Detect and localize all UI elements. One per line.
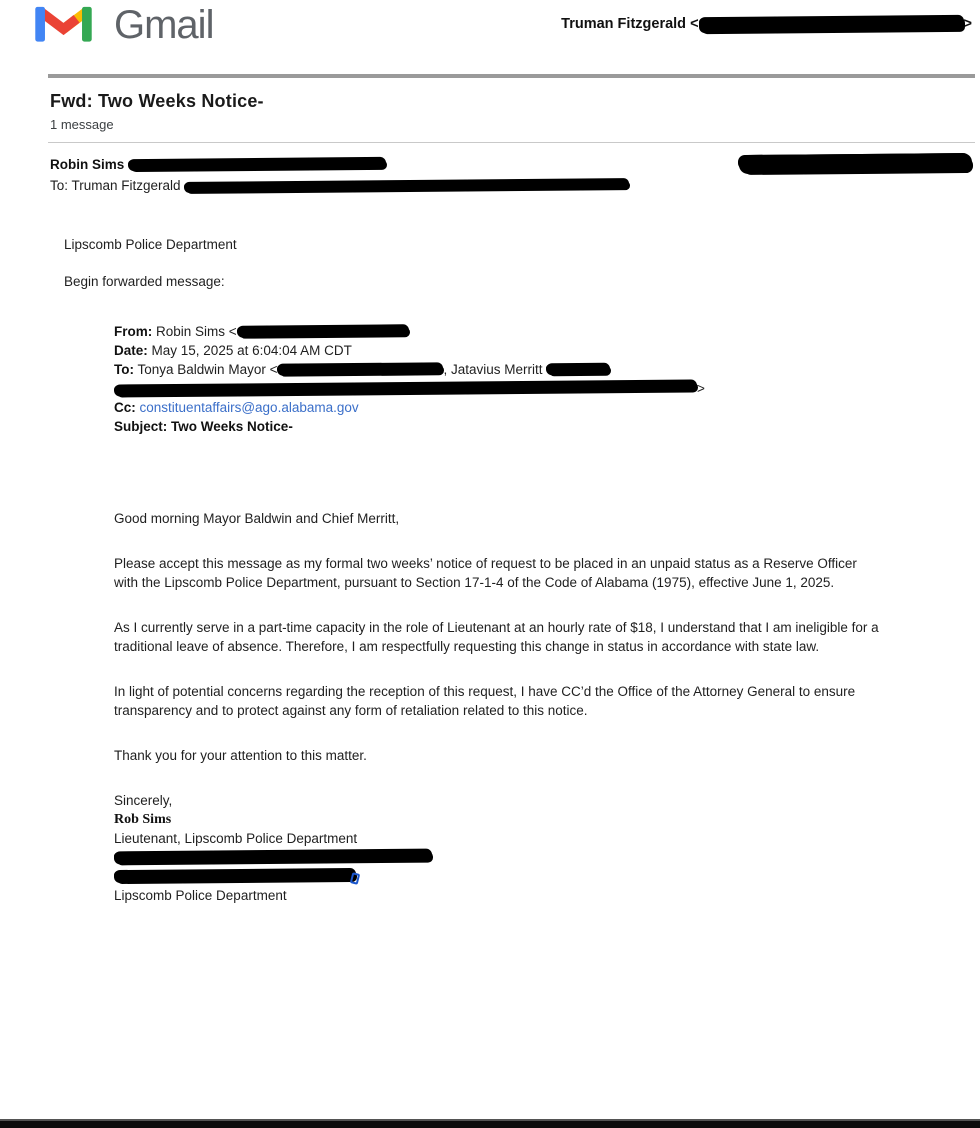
- fwd-cc-line: [114, 398, 980, 417]
- fwd-to-line-2: [114, 379, 980, 398]
- fwd-to-label: To:: [114, 362, 134, 377]
- redaction-bar: [128, 157, 386, 171]
- thread-subject: Fwd: Two Weeks Notice-: [50, 91, 264, 111]
- recipient-label: To: Truman Fitzgerald: [50, 178, 181, 193]
- fwd-to-value-1: Tonya Baldwin Mayor <: [137, 362, 278, 377]
- fwd-subject-line: [114, 417, 980, 436]
- redaction-bar: [114, 379, 697, 396]
- paragraph-status: As I currently serve in a part-time capacity in the role of Lieutenant at an hourly rate of $18, I understand that I am ineligible for a traditional leave of absence. Therefore, I am respectfully requesting this change in status in accordance with state law.: [114, 620, 879, 654]
- message-count: 1 message: [50, 117, 114, 132]
- fwd-from-line: [114, 322, 980, 341]
- message-meta: [50, 154, 972, 196]
- redaction-bar: [114, 868, 356, 883]
- message-meta-left: [50, 154, 629, 196]
- redaction-bar: [237, 324, 409, 338]
- fwd-from-label: From:: [114, 324, 153, 339]
- redaction-bar: [114, 849, 432, 865]
- gmail-logo-text: Gmail: [114, 3, 214, 47]
- signature-email-line: [114, 867, 980, 886]
- header-divider: [48, 74, 975, 78]
- org-line: Lipscomb Police Department: [64, 237, 237, 252]
- signature-role: Lieutenant, Lipscomb Police Department: [114, 831, 358, 846]
- fwd-to-line2-close: >: [697, 381, 705, 396]
- gmail-m-icon: [35, 0, 92, 43]
- signature-org: Lipscomb Police Department: [114, 888, 287, 903]
- paragraph-attorney-general: In light of potential concerns regarding the reception of this request, I have CC’d the Office of the Attorney General to ensure transparency and to protect against any form of retaliation related to this notice.: [114, 684, 856, 718]
- redaction-bar: [184, 178, 629, 193]
- signature-name: Rob Sims: [114, 812, 172, 827]
- thread-divider: [48, 142, 975, 143]
- redaction-bar: [739, 153, 972, 174]
- bottom-bar: [0, 1119, 980, 1128]
- forward-notice: Begin forwarded message:: [64, 274, 225, 289]
- fwd-date-label: Date:: [114, 343, 148, 358]
- redaction-artifact: [350, 872, 360, 885]
- account-owner-close: >: [963, 16, 972, 32]
- sender-line: [50, 154, 629, 175]
- message-meta-right: [739, 154, 972, 173]
- paragraph-notice: Please accept this message as my formal two weeks’ notice of request to be placed in an unpaid status as a Reserve Officer with the Lipscomb Police Department, pursuant to Section 17-1-4 of the Code of Alabama (1975), effective June 1, 2025.: [114, 556, 857, 590]
- fwd-subject-value: Two Weeks Notice-: [171, 419, 293, 434]
- fwd-from-value: Robin Sims <: [156, 324, 237, 339]
- redaction-bar: [277, 362, 443, 375]
- print-header: [0, 0, 980, 56]
- paragraph-greeting: Good morning Mayor Baldwin and Chief Merritt,: [114, 511, 400, 526]
- redaction-bar: [546, 363, 610, 376]
- fwd-subject-label: Subject:: [114, 419, 168, 434]
- fwd-date-value: May 15, 2025 at 6:04:04 AM CDT: [151, 343, 352, 358]
- fwd-date-line: [114, 341, 980, 360]
- forwarded-header: [114, 322, 980, 436]
- recipient-line: [50, 175, 629, 196]
- email-body: [114, 509, 882, 765]
- sender-name: Robin Sims: [50, 157, 125, 172]
- cc-email-link[interactable]: constituentaffairs@ago.alabama.gov: [139, 400, 359, 415]
- redaction-bar: [698, 15, 963, 33]
- signature-block: [114, 791, 980, 905]
- fwd-cc-label: Cc:: [114, 400, 136, 415]
- thread-header: [50, 91, 980, 132]
- gmail-logo: [35, 0, 213, 50]
- account-owner-name: Truman Fitzgerald <: [561, 16, 699, 32]
- signature-phone-line: [114, 848, 980, 867]
- account-owner: [561, 16, 972, 32]
- signature-closing: Sincerely,: [114, 793, 173, 808]
- fwd-to-value-2: , Jatavius Merritt: [443, 362, 547, 377]
- paragraph-thanks: Thank you for your attention to this matter.: [114, 748, 367, 763]
- fwd-to-line: [114, 360, 980, 379]
